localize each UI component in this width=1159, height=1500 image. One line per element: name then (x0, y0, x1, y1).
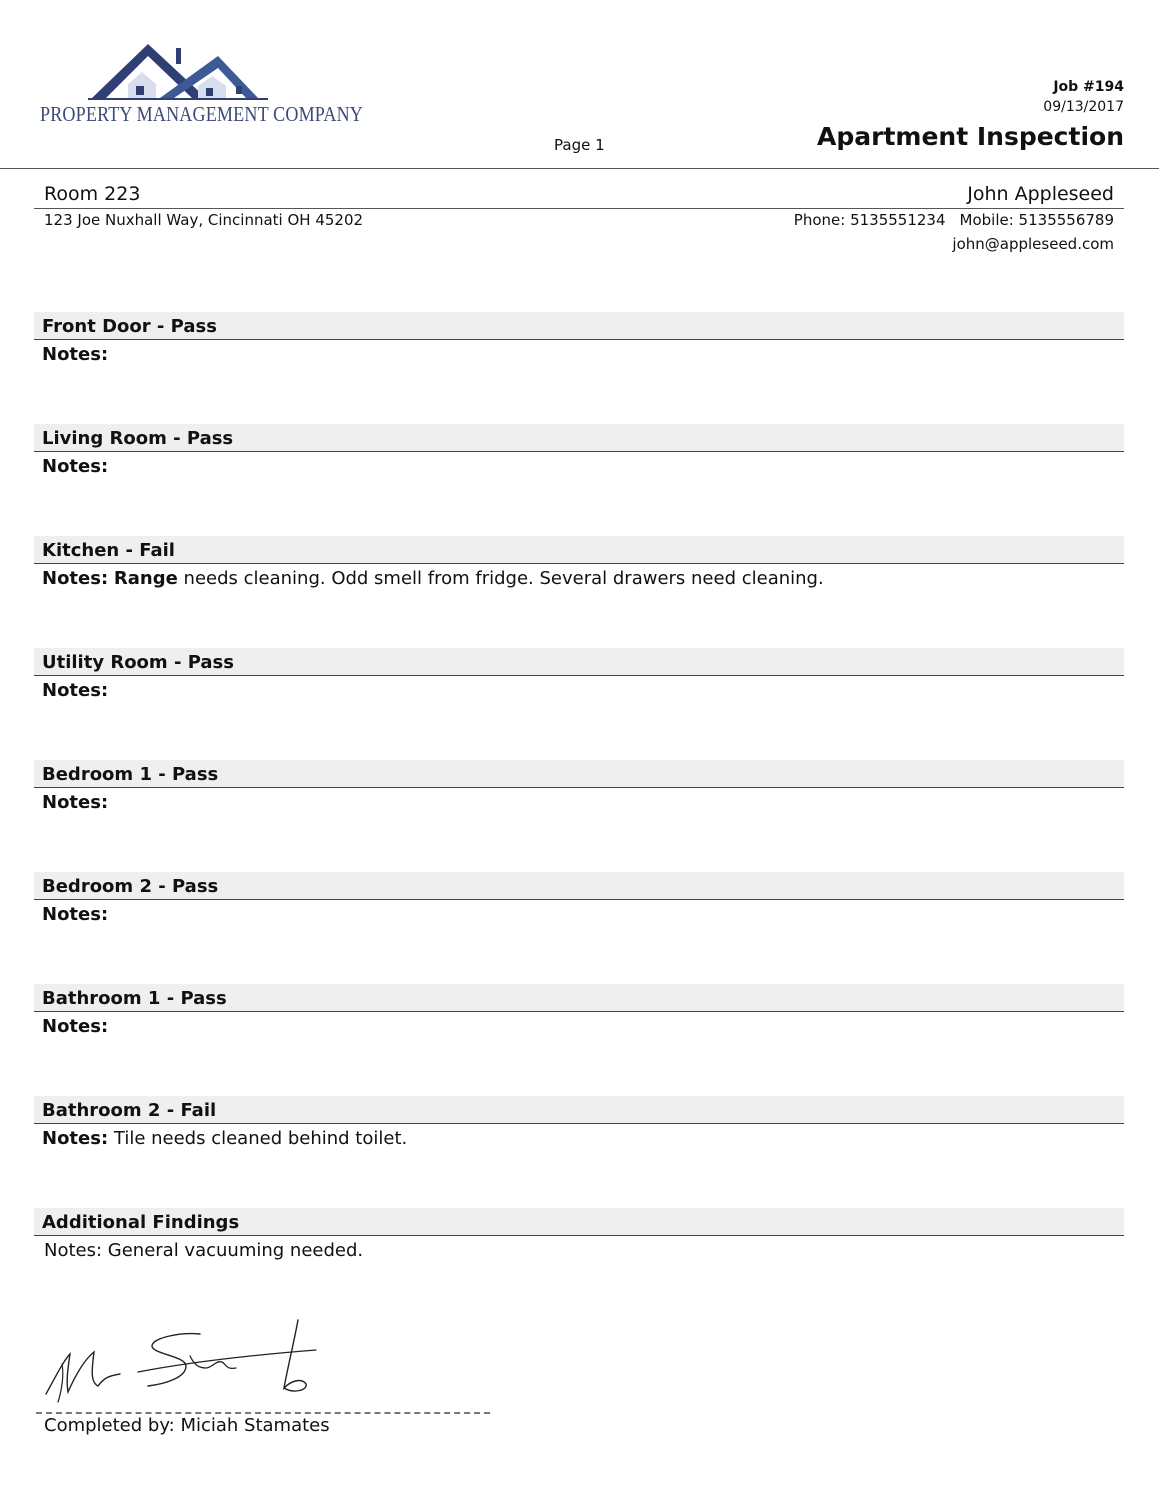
tenant-mobile: Mobile: 5135556789 (959, 211, 1114, 229)
company-name: PROPERTY MANAGEMENT COMPANY (40, 102, 364, 126)
notes-label: Notes: (42, 456, 109, 477)
section-notes (34, 788, 1124, 818)
document-title: Apartment Inspection (817, 122, 1124, 151)
notes-label: Notes: (42, 344, 109, 365)
section-title: Bathroom 1 - Pass (34, 984, 1124, 1012)
section-notes (34, 452, 1124, 482)
section-bathroom-2 (34, 1096, 1124, 1154)
contact-divider (34, 208, 1124, 209)
section-bedroom-2 (34, 872, 1124, 930)
section-title: Bathroom 2 - Fail (34, 1096, 1124, 1124)
section-utility-room (34, 648, 1124, 706)
property-address: 123 Joe Nuxhall Way, Cincinnati OH 45202 (44, 211, 364, 229)
signature (40, 1316, 330, 1408)
section-notes (34, 1012, 1124, 1042)
notes-label: Notes: (42, 792, 109, 813)
notes-label: Notes: (42, 1128, 109, 1149)
section-notes (34, 1124, 1124, 1154)
section-bedroom-1 (34, 760, 1124, 818)
additional-notes: Notes: General vacuuming needed. (44, 1240, 364, 1261)
section-title: Bedroom 2 - Pass (34, 872, 1124, 900)
page-number: Page 1 (554, 136, 605, 154)
section-title: Utility Room - Pass (34, 648, 1124, 676)
section-title: Kitchen - Fail (34, 536, 1124, 564)
section-notes (34, 564, 1124, 594)
section-title: Living Room - Pass (34, 424, 1124, 452)
job-number: Job #194 (1053, 79, 1124, 95)
completed-by: Completed by: Miciah Stamates (44, 1415, 330, 1436)
tenant-phones (794, 211, 1114, 229)
section-title: Front Door - Pass (34, 312, 1124, 340)
section-title: Additional Findings (34, 1208, 1124, 1236)
section-front-door (34, 312, 1124, 370)
tenant-email: john@appleseed.com (952, 235, 1114, 253)
company-logo (38, 38, 364, 138)
inspection-date: 09/13/2017 (1043, 99, 1124, 115)
notes-text: Tile needs cleaned behind toilet. (113, 1128, 408, 1149)
section-notes (34, 900, 1124, 930)
notes-label: Notes: (42, 680, 109, 701)
notes-label: Notes: (42, 1016, 109, 1037)
section-title: Bedroom 1 - Pass (34, 760, 1124, 788)
notes-label: Notes: (42, 904, 109, 925)
section-bathroom-1 (34, 984, 1124, 1042)
house-roof-icon (88, 38, 268, 100)
section-living-room (34, 424, 1124, 482)
header-divider (0, 168, 1159, 169)
tenant-phone: Phone: 5135551234 (793, 211, 946, 229)
section-kitchen (34, 536, 1124, 594)
signature-line (36, 1412, 490, 1414)
notes-label: Notes: (42, 568, 109, 589)
room-number: Room 223 (44, 183, 141, 205)
notes-emphasis: Range (113, 568, 178, 589)
notes-text: needs cleaning. Odd smell from fridge. Several drawers need cleaning. (183, 568, 824, 589)
section-notes (34, 340, 1124, 370)
section-additional-findings (34, 1208, 1124, 1266)
job-info (1043, 77, 1124, 117)
section-notes (34, 676, 1124, 706)
tenant-name: John Appleseed (967, 183, 1114, 205)
